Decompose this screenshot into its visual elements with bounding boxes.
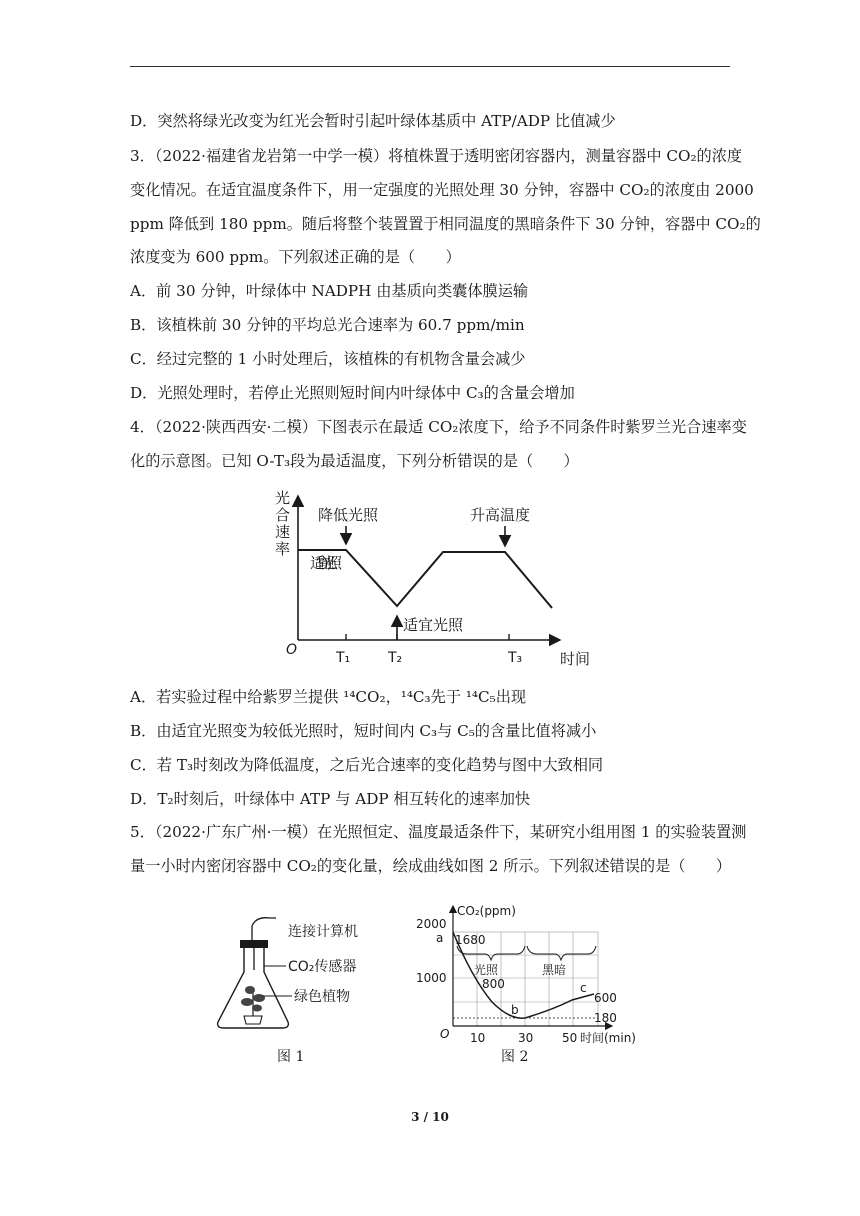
q3-option-c: C．经过完整的 1 小时处理后，该植株的有机物含量会减少 [130, 350, 526, 368]
suitable-light-label-top: 适宜光照 [310, 554, 342, 572]
leader-computer [276, 918, 286, 931]
label-computer: 连接计算机 [288, 924, 358, 940]
x-axis-label: 时间(min) [580, 1031, 636, 1045]
label-plant: 绿色植物 [294, 989, 350, 1005]
figure-1-caption: 图 1 [277, 1049, 305, 1065]
q3-option-d: D．光照处理时，若停止光照则短时间内叶绿体中 C₃的含量会增加 [130, 384, 575, 402]
y-tick-2000: 2000 [416, 917, 447, 931]
label-sensor: CO₂传感器 [288, 959, 357, 975]
tick-label-t1: T₁ [336, 650, 351, 666]
y-axis-label: CO₂(ppm) [457, 904, 516, 918]
point-a: a [436, 931, 444, 945]
tick-label-t2: T₂ [388, 650, 403, 666]
y-axis-label: 光合速率 [273, 490, 291, 558]
region-light-label: 光照 [474, 963, 499, 977]
q4-stem-line-2: 化的示意图。已知 O-T₃段为最适温度，下列分析错误的是（ ） [130, 452, 579, 470]
q4-option-c: C．若 T₃时刻改为降低温度，之后光合速率的变化趋势与图中大致相同 [130, 756, 604, 774]
q2-option-d: D．突然将绿光改变为红光会暂时引起叶绿体基质中 ATP/ADP 比值减少 [130, 112, 616, 130]
q3-stem-line-4: 浓度变为 600 ppm。下列叙述正确的是（ ） [130, 248, 461, 266]
brace-dark [527, 946, 596, 960]
value-800: 800 [482, 977, 505, 991]
suitable-light-label-bottom: 适宜光照 [403, 616, 464, 634]
value-1680: 1680 [455, 933, 486, 947]
figure-1-apparatus [210, 910, 380, 1035]
computer-cable-curve [252, 918, 276, 926]
origin-label: O [440, 1027, 450, 1041]
y-tick-1000: 1000 [416, 971, 447, 985]
q5-stem-line-2: 量一小时内密闭容器中 CO₂的变化量，绘成曲线如图 2 所示。下列叙述错误的是（ ） [130, 857, 732, 875]
x-tick-10: 10 [470, 1031, 486, 1045]
q3-stem-line-3: ppm 降低到 180 ppm。随后将整个装置置于相同温度的黑暗条件下 30 分钟，容器中 CO₂的 [130, 215, 761, 233]
page-number: 3 / 10 [411, 1110, 449, 1124]
plant-icon [241, 986, 265, 1024]
region-dark-label: 黑暗 [542, 963, 567, 977]
point-c: c [580, 981, 587, 995]
header-rule [130, 66, 730, 67]
q4-stem-line-1: 4．（2022·陕西西安·二模）下图表示在最适 CO₂浓度下，给予不同条件时紫罗兰光合速率变 [130, 418, 747, 436]
value-600: 600 [594, 991, 617, 1005]
q3-option-b: B．该植株前 30 分钟的平均总光合速率为 60.7 ppm/min [130, 316, 525, 334]
x-axis-label: 时间 [560, 650, 590, 668]
stopper [240, 940, 268, 948]
q4-option-a: A．若实验过程中给紫罗兰提供 ¹⁴CO₂，¹⁴C₃先于 ¹⁴C₅出现 [130, 688, 527, 706]
figure-2-caption: 图 2 [501, 1049, 529, 1065]
origin-label: O [286, 642, 298, 658]
reduce-light-label: 降低光照 [318, 506, 379, 524]
brace-light [457, 946, 525, 960]
q3-stem-line-2: 变化情况。在适宜温度条件下，用一定强度的光照处理 30 分钟，容器中 CO₂的浓度由 2000 [130, 181, 754, 199]
q4-option-b: B．由适宜光照变为较低光照时，短时间内 C₃与 C₅的含量比值将减小 [130, 722, 597, 740]
q3-option-a: A．前 30 分钟，叶绿体中 NADPH 由基质向类囊体膜运输 [130, 282, 529, 300]
q3-stem-line-1: 3．（2022·福建省龙岩第一中学一模）将植株置于透明密闭容器内，测量容器中 CO₂的浓度 [130, 147, 743, 165]
raise-temp-label: 升高温度 [470, 506, 531, 524]
q5-stem-line-1: 5．（2022·广东广州·一模）在光照恒定、温度最适条件下，某研究小组用图 1 的实验装置测 [130, 823, 747, 841]
x-tick-30: 30 [518, 1031, 534, 1045]
point-b: b [511, 1003, 519, 1017]
q4-option-d: D．T₂时刻后，叶绿体中 ATP 与 ADP 相互转化的速率加快 [130, 790, 531, 808]
q4-photosynthesis-figure [270, 482, 590, 672]
figure-2-co2-chart [412, 898, 652, 1048]
value-180: 180 [594, 1011, 617, 1025]
x-tick-50: 50 [562, 1031, 578, 1045]
tick-label-t3: T₃ [508, 650, 523, 666]
